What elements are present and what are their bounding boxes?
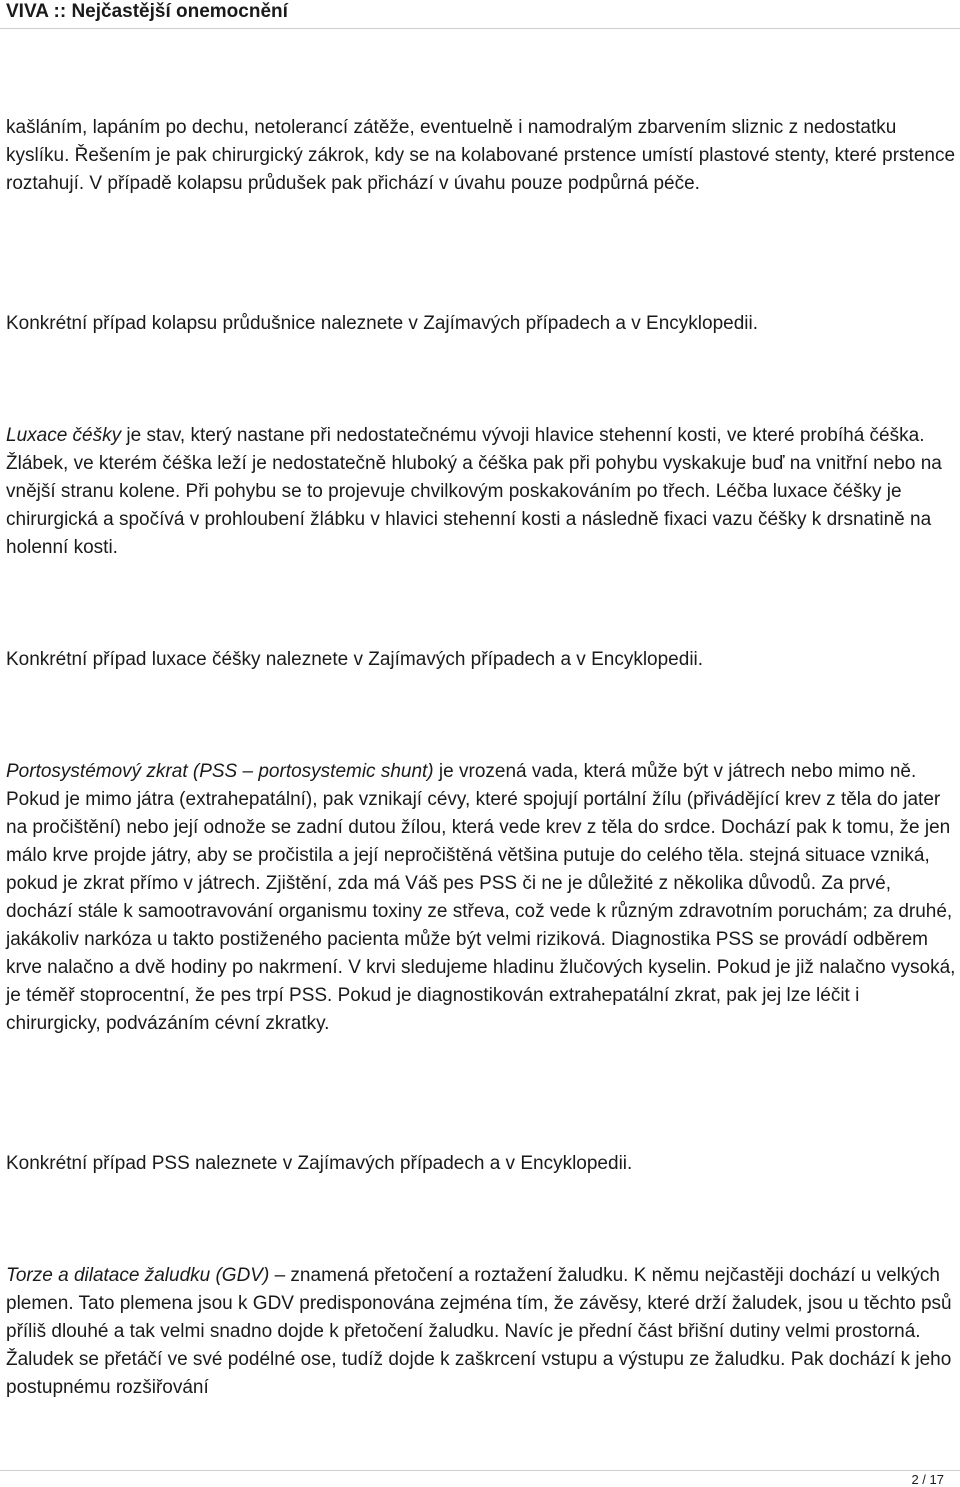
- paragraph-patella-luxation: [6, 422, 956, 562]
- term-gdv: Torze a dilatace žaludku (GDV): [6, 1265, 270, 1286]
- header-title: VIVA :: Nejčastější onemocnění: [6, 1, 288, 22]
- paragraph-gdv: [6, 1262, 956, 1402]
- footer-divider: [0, 1470, 960, 1471]
- page-header: [0, 0, 960, 29]
- paragraph-text: je stav, který nastane při nedostatečnému vývoji hlavice stehenní kosti, ve které probíhá čéška. Žlábek, ve kterém čéška leží je nedostatečně hluboký a čéška pak při pohybu vyskakuje buď na vnitřní nebo na vnější stranu kolene. Při pohybu se to projevuje chvilkovým poskakováním po třech. Léčba luxace čéšky je chirurgická a spočívá v prohloubení žlábku v hlavici stehenní kosti a následně fixaci vazu čéšky k drsnatině na holenní kosti.: [6, 425, 942, 558]
- paragraph-text: – znamená přetočení a roztažení žaludku. K němu nejčastěji dochází u velkých plemen. Tato plemena jsou k GDV predisponována zejména tím, že závěsy, které drží žaludek, jsou u těchto psů příliš dlouhé a tak velmi snadno dojde k přetočení žaludku. Navíc je přední část břišní dutiny velmi prostorná. Žaludek se přetáčí ve své podélné ose, tudíž dojde k zaškrcení vstupu a výstupu ze žaludku. Pak dochází k jeho postupnému rozšiřování: [6, 1265, 952, 1398]
- page-number: 2 / 17: [911, 1472, 944, 1487]
- paragraph-pss-case-note: Konkrétní případ PSS naleznete v Zajímavých případech a v Encyklopedii.: [6, 1153, 633, 1174]
- paragraph-patella-case-note: Konkrétní případ luxace čéšky naleznete v Zajímavých případech a v Encyklopedii.: [6, 649, 704, 670]
- paragraph-trachea-case-note: Konkrétní případ kolapsu průdušnice naleznete v Zajímavých případech a v Encyklopedii.: [6, 313, 758, 334]
- term-pss: Portosystémový zkrat (PSS – portosystemic shunt): [6, 761, 434, 782]
- paragraph-pss: [6, 758, 956, 1038]
- term-patella-luxation: Luxace čéšky: [6, 425, 122, 446]
- paragraph-text: je vrozená vada, která může být v játrech nebo mimo ně. Pokud je mimo játra (extrahepatální), pak vznikají cévy, které spojují portální žílu (přivádějící krev z těla do jater na pročištění) nebo její odnože se zadní dutou žílou, která vede krev z těla do srdce. Dochází pak k tomu, že jen málo krve projde játry, aby se pročistila a její nepročištěná většina putuje do celého těla. stejná situace vzniká, pokud je zkrat přímo v játrech. Zjištění, zda má Váš pes PSS či ne je důležité z několika důvodů. Za prvé, dochází stále k samootravování organismu toxiny ze střeva, což vede k různým zdravotním poruchám; za druhé, jakákoliv narkóza u takto postiženého pacienta může být velmi riziková. Diagnostika PSS se provádí odběrem krve nalačno a dvě hodiny po nakrmení. V krvi sledujeme hladinu žlučových kyselin. Pokud je již nalačno vysoká, je téměř stoprocentní, že pes trpí PSS. Pokud je diagnostikován extrahepatální zkrat, pak jej lze léčit i chirurgicky, podvázáním cévní zkratky.: [6, 761, 956, 1034]
- paragraph-bronchial-collapse: kašláním, lapáním po dechu, netolerancí zátěže, eventuelně i namodralým zbarvením sliznic z nedostatku kyslíku. Řešením je pak chirurgický zákrok, kdy se na kolabované prstence umístí plastové stenty, které prstence roztahují. V případě kolapsu průdušek pak přichází v úvahu pouze podpůrná péče.: [6, 117, 956, 194]
